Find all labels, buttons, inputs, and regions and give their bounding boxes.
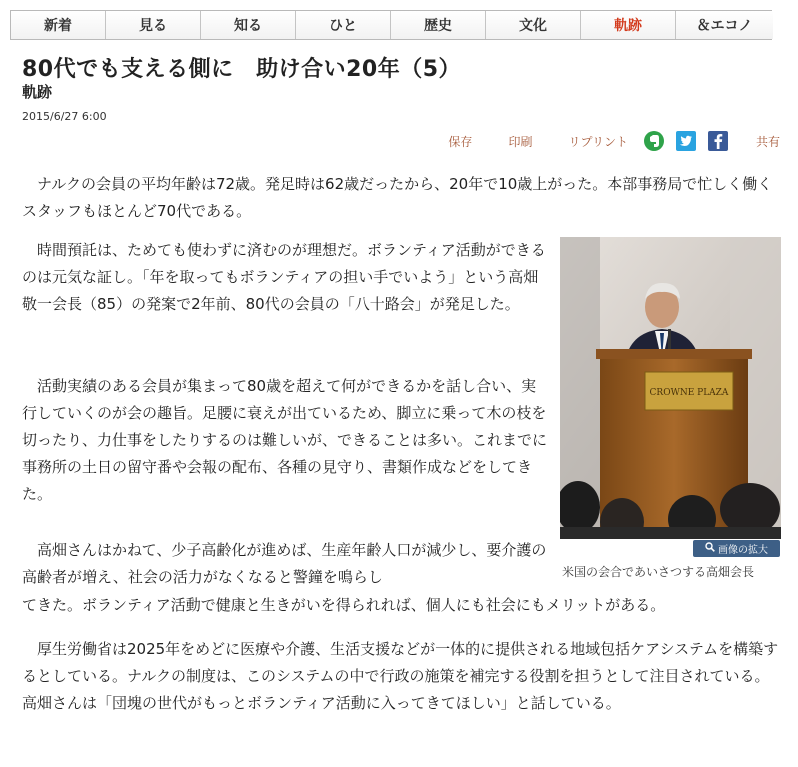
article-toolbar [448, 131, 780, 151]
nav-tab-watch[interactable]: 見る [106, 11, 201, 39]
photo-caption: 米国の会合であいさつする高畑会長 [562, 565, 755, 579]
save-link[interactable]: 保存 [448, 134, 473, 149]
share-link[interactable]: 共有 [755, 134, 780, 149]
nav-tab-culture[interactable]: 文化 [486, 11, 581, 39]
magnifier-icon [705, 542, 715, 555]
paragraph-4-continued: てきた。ボランティア活動で健康と生きがいを得られれば、個人にも社会にもメリットがある。 [22, 596, 666, 614]
print-link[interactable]: 印刷 [508, 134, 533, 149]
paragraph-2: 時間預託は、ためても使わずに済むのが理想だ。ボランティア活動ができるのは元気な証し。「年を取ってもボランティアの担い手でいよう」という高畑敬一会長（85）の発案で2年前、80代の会員の「八十路会」が発足した。 [22, 241, 546, 313]
facebook-icon[interactable] [708, 131, 728, 151]
paragraph-1: ナルクの会員の平均年齢は72歳。発足時は62歳だったから、20年で10歳上がった。本部事務局で忙しく働くスタッフもほとんど70代である。 [22, 175, 773, 220]
paragraph-5: 厚生労働省は2025年をめどに医療や介護、生活支援などが一体的に提供される地域包括ケアシステムを構築するとしている。ナルクの制度は、このシステムの中で行政の施策を補完する役割を担うとして注目されている。高畑さんは「団塊の世代がもっとボランティア活動に入ってきてほしい」と話している。 [22, 640, 779, 712]
nav-tab-econo[interactable]: ＆エコノ [676, 11, 773, 39]
evernote-icon[interactable] [644, 131, 664, 151]
image-zoom-button[interactable] [693, 540, 780, 557]
nav-tab-kiseki[interactable]: 軌跡 [581, 11, 676, 39]
nav-tab-history[interactable]: 歴史 [391, 11, 486, 39]
reprint-link[interactable]: リプリント [568, 134, 628, 149]
series-label: 軌跡 [22, 83, 53, 101]
article-title: 80代でも支える側に 助け合い20年（5） [22, 57, 462, 82]
paragraph-4: 高畑さんはかねて、少子高齢化が進めば、生産年齢人口が減少し、要介護の高齢者が増え、社会の活力がなくなると警鐘を鳴らし [22, 541, 547, 586]
article-photo[interactable] [560, 237, 781, 539]
section-nav [10, 10, 772, 40]
podium-sign: CROWNE PLAZA [649, 388, 729, 398]
twitter-icon[interactable] [676, 131, 696, 151]
nav-tab-people[interactable]: ひと [296, 11, 391, 39]
nav-tab-know[interactable]: 知る [201, 11, 296, 39]
nav-tab-new[interactable]: 新着 [11, 11, 106, 39]
publish-date: 2015/6/27 6:00 [22, 110, 107, 123]
paragraph-3: 活動実績のある会員が集まって80歳を超えて何ができるかを話し合い、実行していくのが会の趣旨。足腰に衰えが出ているため、脚立に乗って木の枝を切ったり、力仕事をしたりするのは難しいが、できることは多い。これまでに事務所の土日の留守番や会報の配布、各種の見守り、書類作成などをしてきた。 [22, 377, 548, 503]
zoom-label: 画像の拡大 [718, 545, 768, 556]
